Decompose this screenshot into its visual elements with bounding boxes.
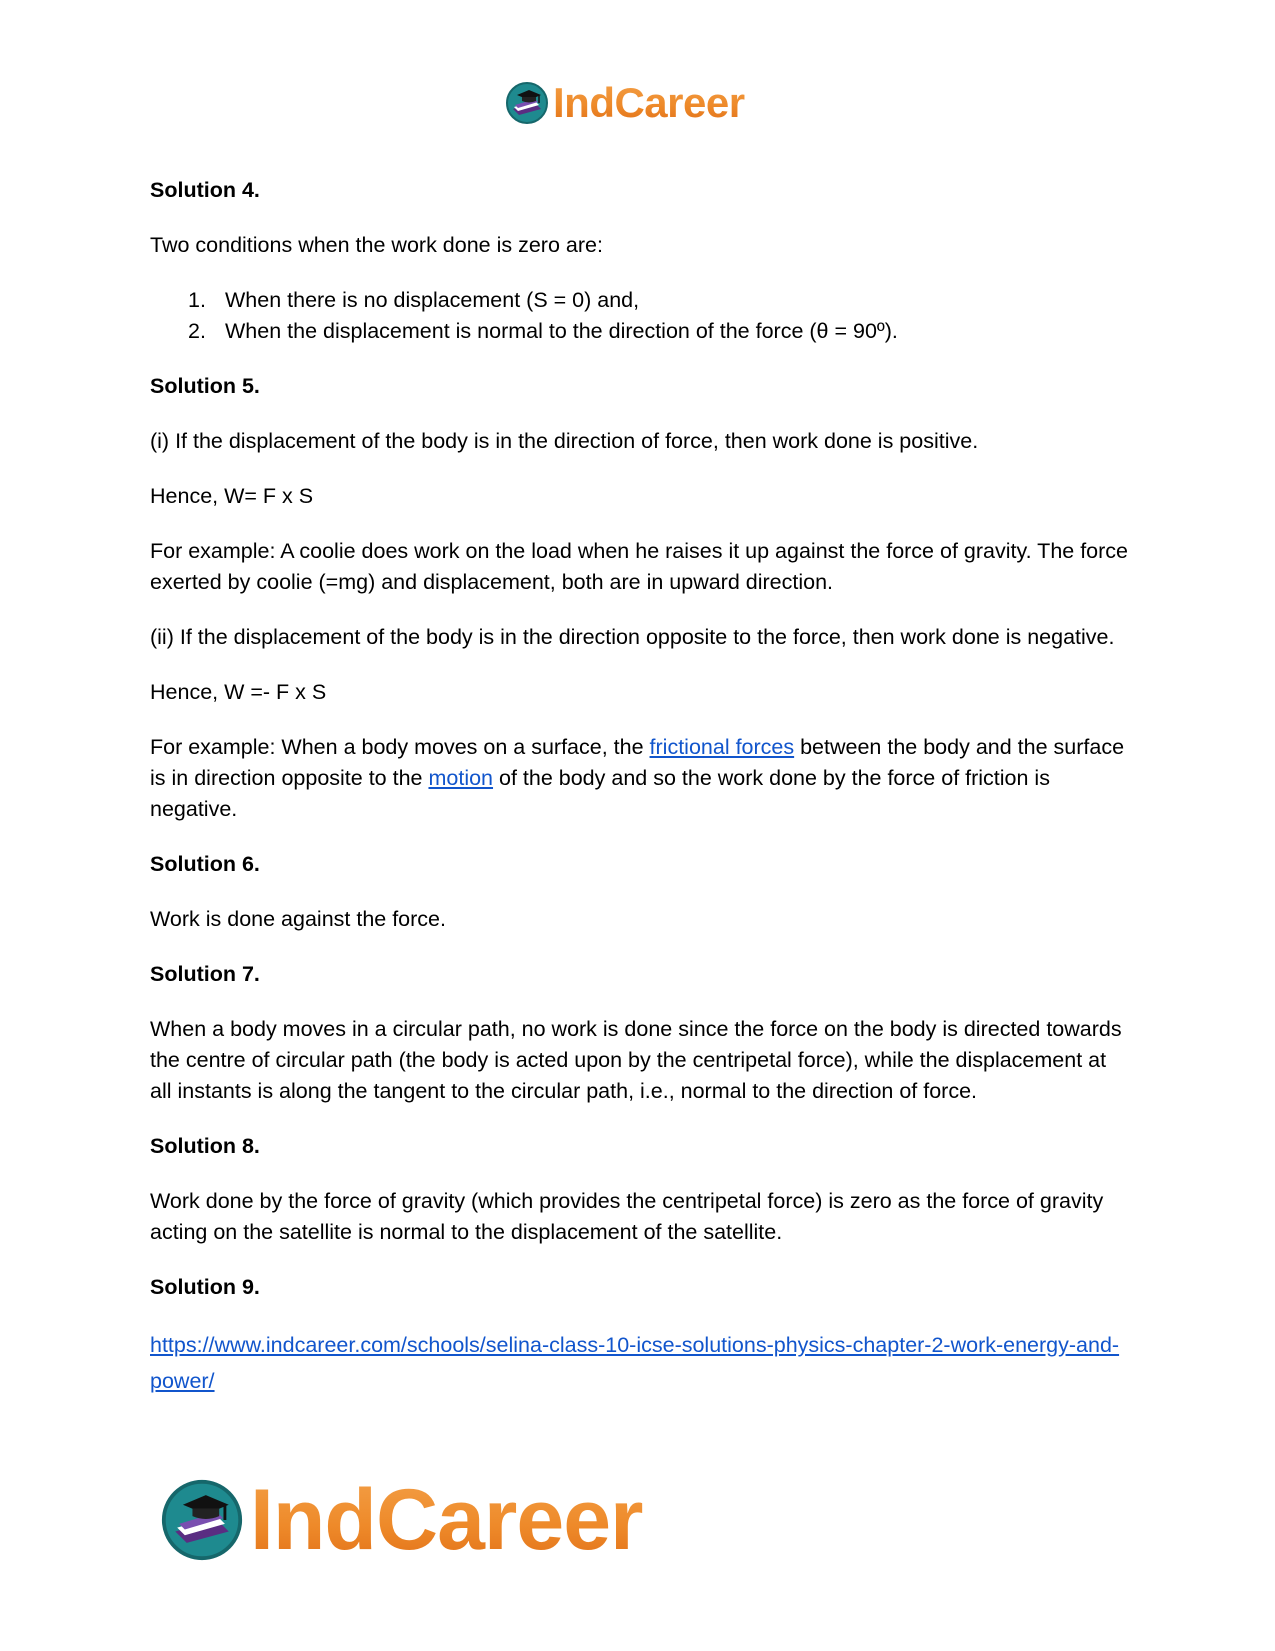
solution-5-para-1: (i) If the displacement of the body is in the direction of force, then work done is positive. [150, 429, 979, 453]
text-segment: of the body and so the work done by the force of friction is negative. [150, 766, 1050, 821]
solution-6-heading: Solution 6. [150, 852, 260, 876]
footer-logo [160, 1471, 643, 1568]
solution-6-para-1: Work is done against the force. [150, 907, 446, 931]
list-number: 1. [188, 288, 206, 312]
graduation-book-icon [505, 81, 549, 125]
text-segment: between the body and the surface is in direction opposite to the [150, 735, 1125, 790]
solution-8-para-1: Work done by the force of gravity (which provides the centripetal force) is zero as the force of gravity acting on the satellite is normal to the displacement of the satellite. [150, 1189, 1104, 1244]
solution-9-heading: Solution 9. [150, 1275, 260, 1299]
solution-4-heading: Solution 4. [150, 178, 260, 202]
motion-link[interactable]: motion [428, 766, 494, 790]
list-text: When the displacement is normal to the direction of the force (θ = 90º). [225, 319, 898, 343]
solution-7-para-1: When a body moves in a circular path, no work is done since the force on the body is directed towards the centre of circular path (the body is acted upon by the centripetal force), while the displacement at all instants is along the tangent to the circular path, i.e., normal to the direction of force. [150, 1017, 1122, 1103]
list-item [150, 285, 1130, 316]
indcareer-url-link[interactable]: https://www.indcareer.com/schools/selina-class-10-icse-solutions-physics-chapter-2-work-energy-and-power/ [150, 1333, 1120, 1393]
list-item [150, 316, 1130, 347]
list-number: 2. [188, 319, 206, 343]
solution-4-intro: Two conditions when the work done is zero are: [150, 233, 603, 257]
solutions-content [150, 175, 1130, 1423]
solution-5-para-6 [150, 732, 1130, 825]
frictional-forces-link[interactable]: frictional forces [649, 735, 795, 759]
solution-5-heading: Solution 5. [150, 374, 260, 398]
solution-5-formula-1: Hence, W= F x S [150, 484, 314, 508]
solution-5-para-3: For example: A coolie does work on the load when he raises it up against the force of gravity. The force exerted by coolie (=mg) and displacement, both are in upward direction. [150, 539, 1128, 594]
graduation-book-icon [160, 1478, 244, 1562]
header-logo [505, 80, 745, 126]
brand-wordmark: IndCareer [250, 1471, 643, 1568]
text-segment: For example: When a body moves on a surface, the [150, 735, 650, 759]
solution-4-list [150, 285, 1130, 347]
solution-5-formula-2: Hence, W =- F x S [150, 680, 327, 704]
solution-7-heading: Solution 7. [150, 962, 260, 986]
list-text: When there is no displacement (S = 0) and, [225, 288, 640, 312]
solution-5-para-4: (ii) If the displacement of the body is in the direction opposite to the force, then work done is negative. [150, 625, 1115, 649]
solution-8-heading: Solution 8. [150, 1134, 260, 1158]
footer-url-paragraph [150, 1327, 1130, 1399]
brand-wordmark: IndCareer [553, 79, 745, 126]
